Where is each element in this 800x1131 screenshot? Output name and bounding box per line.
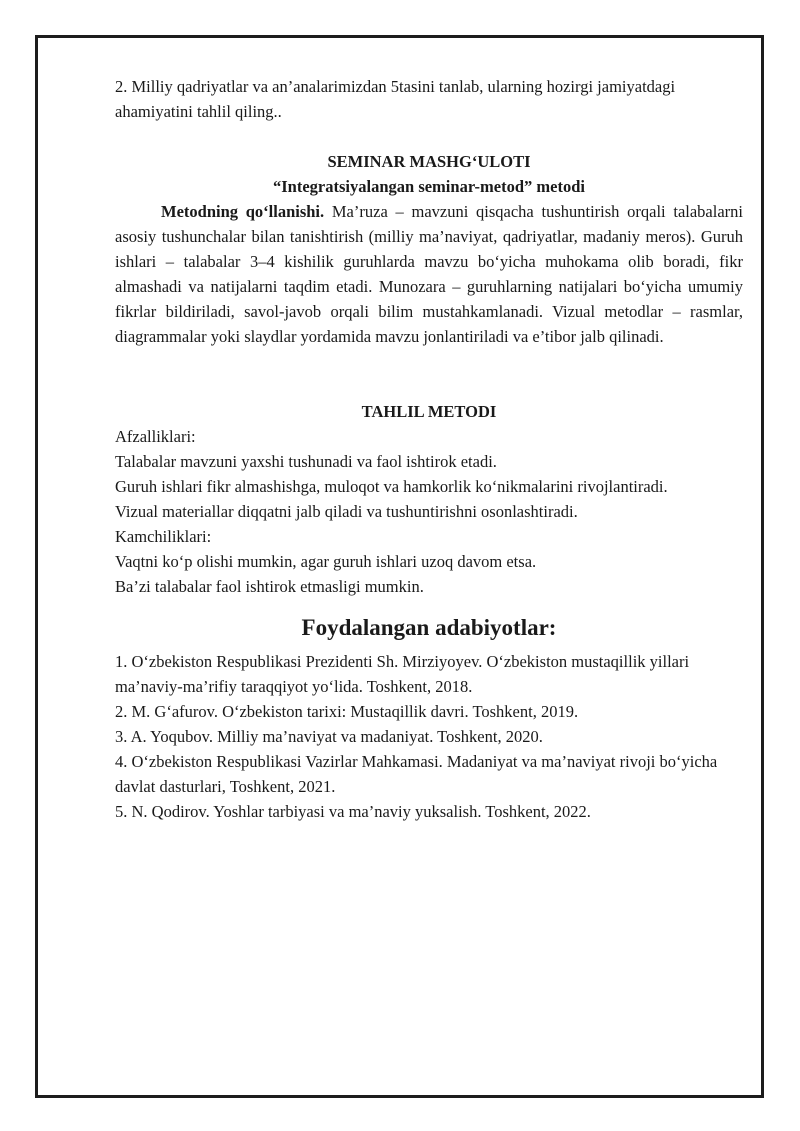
reference-item: 1. O‘zbekiston Respublikasi Prezidenti Sh. Mirziyoyev. O‘zbekiston mustaqillik yillari ma’naviy-ma’rifiy taraqqiyot yo‘lida. Toshkent, 2018. [115,652,690,696]
seminar-title: SEMINAR MASHG‘ULOTI [327,152,531,171]
disadvantages-label: Kamchiliklari: [115,527,212,546]
seminar-subtitle: “Integratsiyalangan seminar-metod” metodi [273,177,585,196]
document-body [115,74,743,824]
advantage-item: Vizual materiallar diqqatni jalb qiladi va tushuntirishni osonlashtiradi. [115,502,578,521]
disadvantage-item: Ba’zi talabalar faol ishtirok etmasligi mumkin. [115,577,424,596]
seminar-paragraph [115,199,743,349]
reference-item: 5. N. Qodirov. Yoshlar tarbiyasi va ma’naviy yuksalish. Toshkent, 2022. [115,802,591,821]
advantages-label: Afzalliklari: [115,427,196,446]
seminar-body: Ma’ruza – mavzuni qisqacha tushuntirish orqali talabalarni asosiy tushunchalar bilan tanishtirish (milliy ma’naviyat, qadriyatlar, madaniy meros). Guruh ishlari – talabalar 3–4 kishilik guruhlarda mavzu bo‘yicha muhokama olib boradi, fikr almashadi va natijalarni taqdim etadi. Munozara – guruhlarning natijalari bo‘yicha umumiy fikrlar bildiriladi, savol-javob orqali bilim mustahkamlanadi. Vizual metodlar – rasmlar, diagrammalar yoki slaydlar yordamida mavzu jonlantiriladi va e’tibor jalb qilinadi. [115,202,743,346]
references-title: Foydalangan adabiyotlar: [301,615,557,640]
task-item: 2. Milliy qadriyatlar va an’analarimizdan 5tasini tanlab, ularning hozirgi jamiyatdagi ahamiyatini tahlil qiling.. [115,77,676,121]
reference-item: 3. A. Yoqubov. Milliy ma’naviyat va madaniyat. Toshkent, 2020. [115,727,543,746]
seminar-lead: Metodning qo‘llanishi. [161,202,325,221]
advantage-item: Guruh ishlari fikr almashishga, muloqot va hamkorlik ko‘nikmalarini rivojlantiradi. [115,477,668,496]
tahlil-title: TAHLIL METODI [361,402,497,421]
advantage-item: Talabalar mavzuni yaxshi tushunadi va faol ishtirok etadi. [115,452,497,471]
reference-item: 2. M. G‘afurov. O‘zbekiston tarixi: Mustaqillik davri. Toshkent, 2019. [115,702,579,721]
reference-item: 4. O‘zbekiston Respublikasi Vazirlar Mahkamasi. Madaniyat va ma’naviyat rivoji bo‘yicha davlat dasturlari, Toshkent, 2021. [115,752,718,796]
disadvantage-item: Vaqtni ko‘p olishi mumkin, agar guruh ishlari uzoq davom etsa. [115,552,537,571]
